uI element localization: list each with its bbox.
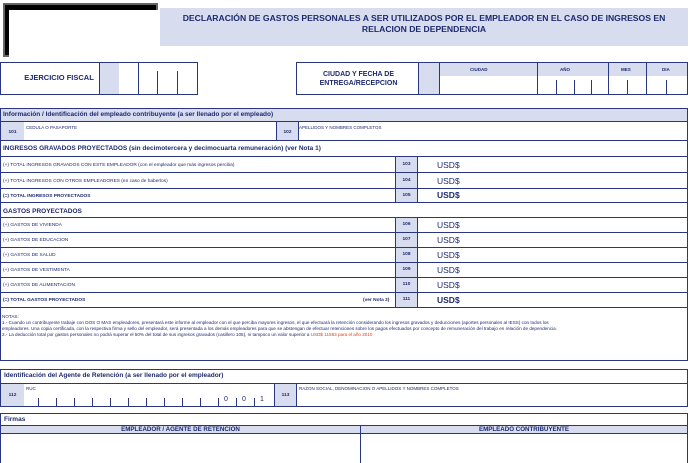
- code-110: 110: [395, 278, 418, 292]
- gastos-row-label: (+) GASTOS DE VIVIENDA: [3, 223, 62, 228]
- ejercicio-field[interactable]: [119, 63, 197, 94]
- note-2-text: 2.- La deducción total por gastos personales no podrá superar el 50% del total de sus ingresos gravados (casillero 105), ni tampoco un valor superior a: [2, 332, 311, 337]
- ciudad-fecha-fields[interactable]: [440, 76, 687, 94]
- firma-empleador-field[interactable]: [1, 434, 360, 463]
- ingresos-total-row: [1, 188, 687, 203]
- ciudad-shade: [418, 63, 440, 94]
- gastos-rows: [1, 217, 687, 309]
- gastos-row-label: (+) GASTOS DE SALUD: [3, 253, 56, 258]
- gastos-row: [1, 232, 687, 247]
- note-2-limit: USD$ 11583 para el año 2010: [310, 332, 373, 337]
- note-1b: empleadores. Una copia certificada, con la respectiva firma y sello del empleador, será presentada a los demás empleadores para que se abstengan de efectuar retenciones sobre los pagos efectuados por concepto de remuneración del trabajo en relación de dependencia.: [2, 326, 557, 331]
- logo-placeholder: [3, 3, 158, 57]
- gastos-value[interactable]: USD$: [437, 220, 460, 230]
- ruc-field[interactable]: [26, 393, 271, 406]
- gastos-row: [1, 217, 687, 232]
- razon-social-field[interactable]: [299, 393, 686, 406]
- cedula-label: CEDULA O PASAPORTE: [26, 125, 78, 130]
- gastos-row-label: (+) GASTOS DE ALIMENTACION: [3, 283, 75, 288]
- note-1a: 1.- Cuando un contribuyente trabaje con DOS O MAS empleadores, presentará este informe al empleador con el que perciba mayores ingresos, el que efectuará la retención considerando los ingresos gravados y deducciones (aportes personales al IESS) con todos los: [2, 320, 549, 325]
- ingresos-row: [1, 156, 687, 172]
- dia-label: DIA: [662, 67, 670, 72]
- firma-empleado-field[interactable]: [361, 434, 687, 463]
- gastos-value[interactable]: USD$: [437, 250, 460, 260]
- gastos-value[interactable]: USD$: [437, 280, 460, 290]
- ingresos-rows: [1, 156, 687, 203]
- ingresos-row-label: (+) TOTAL INGRESOS GRAVADOS CON ESTE EMPLEADOR (con el empleador que más ingresos perciba): [3, 163, 235, 168]
- code-113: 113: [274, 384, 297, 406]
- gastos-total-value[interactable]: USD$: [437, 295, 460, 305]
- firma-empleado-label: EMPLEADO CONTRIBUYENTE: [478, 426, 570, 433]
- gastos-total-label: (=) TOTAL GASTOS PROYECTADOS: [3, 298, 86, 303]
- ingresos-section-title: INGRESOS GRAVADOS PROYECTADOS (sin decimotercera y decimocuarta remuneración) (ver Nota 1): [3, 145, 321, 152]
- ingresos-total-label: (=) TOTAL INGRESOS PROYECTADOS: [3, 194, 91, 199]
- code-103: 103: [395, 157, 418, 172]
- ruc-digit: 1: [260, 396, 264, 403]
- ruc-digit: 0: [224, 396, 228, 403]
- firma-empleador-label: EMPLEADOR / AGENTE DE RETENCION: [121, 426, 240, 433]
- ciudad-label: CIUDAD: [470, 67, 488, 72]
- ingresos-row: [1, 172, 687, 188]
- razon-social-label: RAZON SOCIAL, DENOMINACION O APELLIDOS Y NOMBRES COMPLETOS: [299, 386, 459, 391]
- firmas-title: Firmas: [4, 416, 26, 423]
- gastos-value[interactable]: USD$: [437, 235, 460, 245]
- code-112: 112: [1, 384, 24, 406]
- code-102: 102: [276, 122, 299, 140]
- agente-section-title: Identificación del Agente de Retención (a ser llenado por el empleador): [4, 372, 224, 379]
- notes: [2, 314, 686, 338]
- notes-title: NOTAS:: [2, 314, 19, 319]
- gastos-total-note: (ver Nota 2): [363, 298, 390, 303]
- ingresos-total-value[interactable]: USD$: [437, 190, 460, 200]
- gastos-row-label: (+) GASTOS DE EDUCACION: [3, 238, 69, 243]
- code-104: 104: [395, 173, 418, 188]
- gastos-row: [1, 277, 687, 292]
- apellidos-label: APELLIDOS Y NOMBRES COMPLETOS: [299, 125, 382, 130]
- gastos-section-title: GASTOS PROYECTADOS: [3, 208, 82, 215]
- ruc-digit: 0: [242, 396, 246, 403]
- employee-section-title: Información / Identificación del empleado contribuyente (a ser llenado por el empleado): [3, 111, 274, 118]
- ingresos-row-label: (+) TOTAL INGRESOS CON OTROS EMPLEADORES (en caso de haberlos): [3, 179, 168, 184]
- code-107: 107: [395, 233, 418, 247]
- code-109: 109: [395, 263, 418, 277]
- gastos-row: [1, 247, 687, 262]
- gastos-value[interactable]: USD$: [437, 265, 460, 275]
- code-101: 101: [1, 122, 24, 140]
- ruc-label: RUC: [26, 386, 36, 391]
- code-111: 111: [395, 293, 418, 307]
- ingresos-value[interactable]: USD$: [437, 160, 460, 170]
- gastos-row-label: (+) GASTOS DE VESTIMENTA: [3, 268, 70, 273]
- ciudad-fecha-label: CIUDAD Y FECHA DE ENTREGA/RECEPCION: [319, 71, 398, 87]
- ejercicio-shade: [99, 63, 119, 94]
- gastos-total-row: [1, 292, 687, 308]
- code-105: 105: [395, 189, 418, 202]
- gastos-row: [1, 262, 687, 277]
- ingresos-value[interactable]: USD$: [437, 176, 460, 186]
- anio-label: AÑO: [560, 67, 570, 72]
- code-106: 106: [395, 218, 418, 232]
- note-2: [2, 332, 686, 338]
- form-title: DECLARACIÓN DE GASTOS PERSONALES A SER UTILIZADOS POR EL EMPLEADOR EN EL CASO DE INGRESOS EN RELACION DE DEPENDENCIA: [160, 8, 688, 46]
- apellidos-field[interactable]: [299, 131, 686, 140]
- code-108: 108: [395, 248, 418, 262]
- cedula-field[interactable]: [26, 131, 274, 140]
- ejercicio-label: EJERCICIO FISCAL: [24, 73, 94, 82]
- mes-label: MES: [621, 67, 631, 72]
